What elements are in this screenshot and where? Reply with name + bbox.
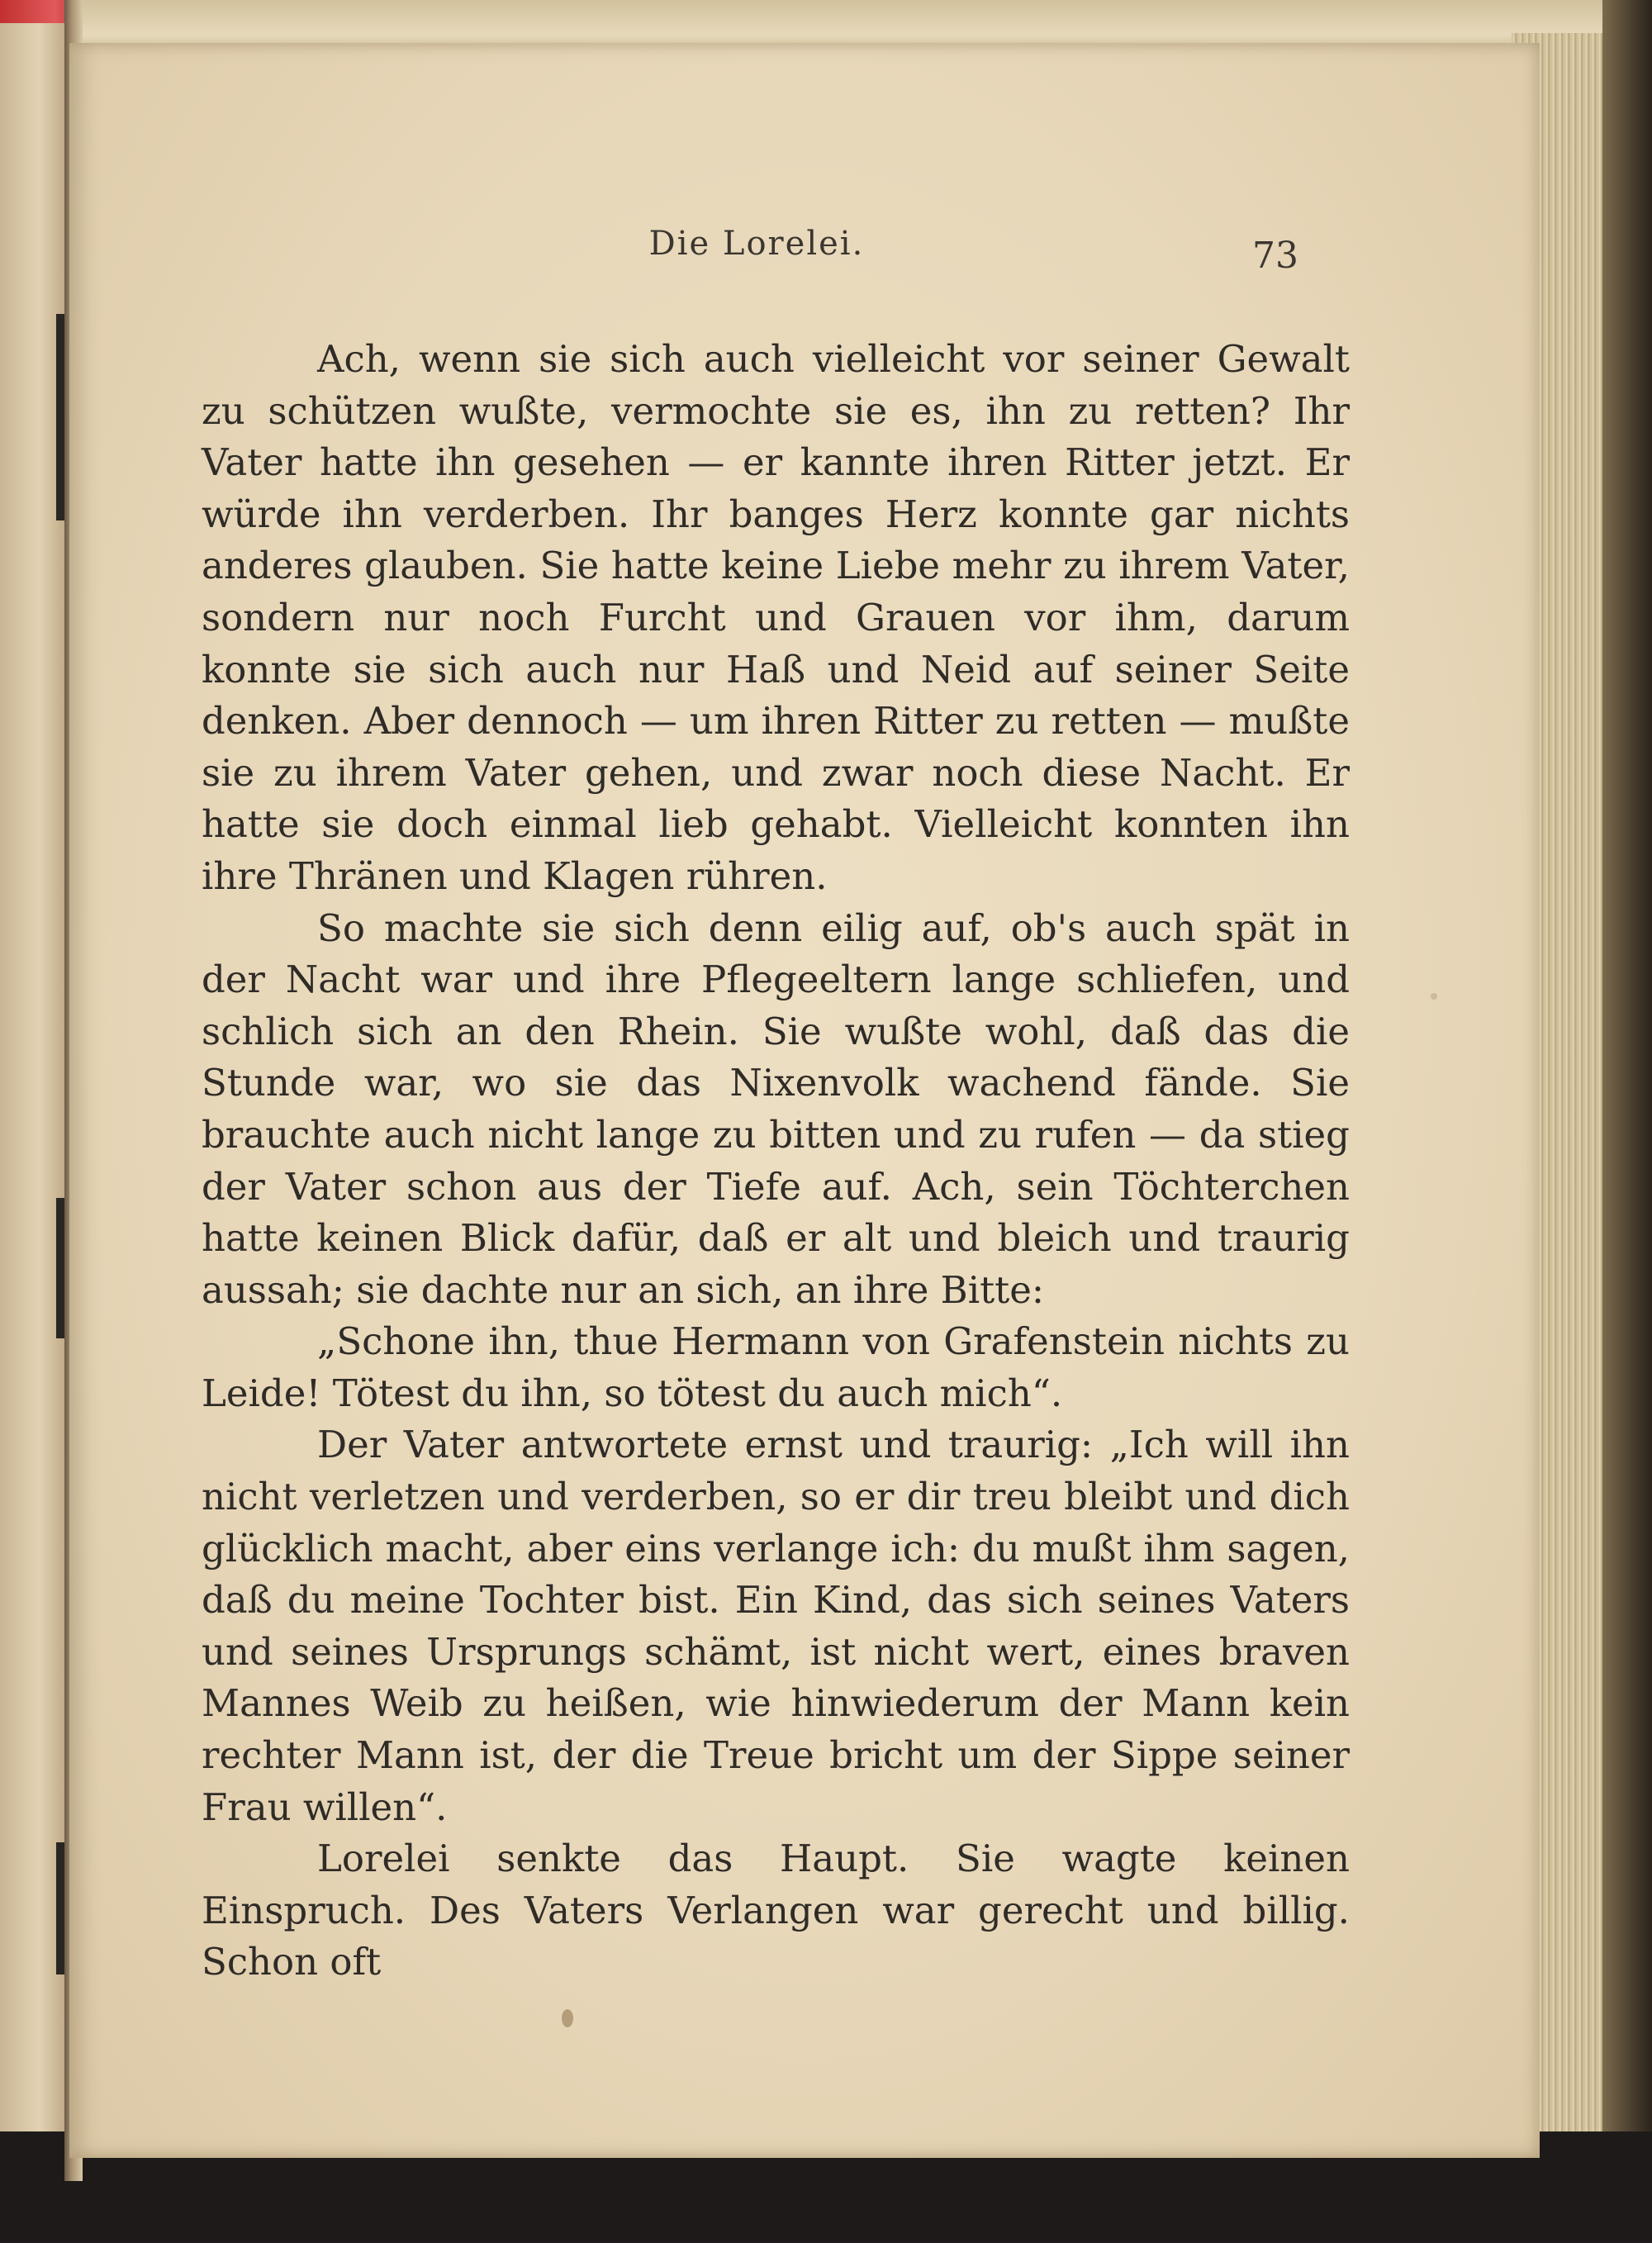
body-text xyxy=(202,334,1350,1989)
book-top-edge xyxy=(74,0,1611,50)
paper-stain xyxy=(1431,993,1437,1000)
running-title-text: Die Lorelei. xyxy=(648,225,865,263)
margin-mark xyxy=(56,1198,64,1338)
running-title xyxy=(69,225,1540,263)
paragraph: „Schone ihn, thue Hermann von Grafenstein nichts zu Leide! Tötest du ihn, so tötest du auch mich“. xyxy=(202,1319,1350,1415)
facing-page-edge xyxy=(0,0,71,2148)
paragraph: So machte sie sich denn eilig auf, ob's auch spät in der Nacht war und ihre Pflegeeltern lange schliefen, und schlich sich an den Rhein. Sie wußte wohl, daß das die Stunde war, wo sie das Nixenvolk wachend fände. Sie brauchte auch nicht lange zu bitten und zu rufen — da stieg der Vater schon aus der Tiefe auf. Ach, sein Töchterchen hatte keinen Blick dafür, daß er alt und bleich und traurig aussah; sie dachte nur an sich, an ihre Bitte: xyxy=(202,905,1350,1312)
book-page xyxy=(69,43,1540,2158)
paragraph: Lorelei senkte das Haupt. Sie wagte keinen Einspruch. Des Vaters Verlangen war gerecht und billig. Schon oft xyxy=(202,1837,1350,1984)
margin-mark xyxy=(56,314,64,520)
paragraph: Der Vater antwortete ernst und traurig: „Ich will ihn nicht verletzen und verderben, so er dir treu bleibt und dich glücklich macht, aber eins verlange ich: du mußt ihm sagen, daß du meine Tochter bist. Ein Kind, das sich seines Vaters und seines Ursprungs schämt, ist nicht wert, eines braven Mannes Weib zu heißen, wie hinwiederum der Mann kein rechter Mann ist, der die Treue bricht um der Sippe seiner Frau willen“. xyxy=(202,1423,1350,1829)
paper-stain xyxy=(562,2009,573,2027)
margin-mark xyxy=(56,1842,64,1975)
page-number: 73 xyxy=(1252,235,1298,277)
book-cover-edge xyxy=(1602,0,1652,2243)
paragraph: Ach, wenn sie sich auch vielleicht vor seiner Gewalt zu schützen wußte, vermochte sie es, ihn zu retten? Ihr Vater hatte ihn gesehen — er kannte ihren Ritter jetzt. Er würde ihn verderben. Ihr banges Herz konnte gar nichts anderes glauben. Sie hatte keine Liebe mehr zu ihrem Vater, sondern nur noch Furcht und Grauen vor ihm, darum konnte sie sich auch nur Haß und Neid auf seiner Seite denken. Aber dennoch — um ihren Ritter zu retten — mußte sie zu ihrem Vater gehen, und zwar noch diese Nacht. Er hatte sie doch einmal lieb gehabt. Vielleicht konnten ihn ihre Thränen und Klagen rühren. xyxy=(202,337,1350,898)
